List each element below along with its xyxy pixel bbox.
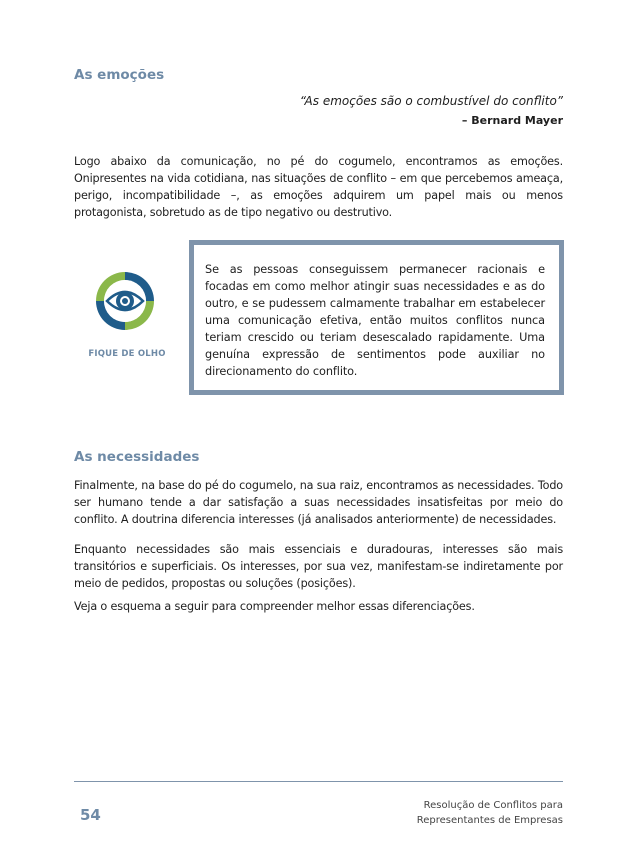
section-heading-necessidades: As necessidades [74,449,200,465]
eye-icon [93,269,157,333]
fique-de-olho-label: FIQUE DE OLHO [88,349,166,359]
footer-title-line-2: Representantes de Empresas [416,815,563,826]
necessidades-paragraph-1: Finalmente, na base do pé do cogumelo, na sua raiz, encontramos as necessidades. Todo ser humano tende a dar satisfação a suas necessidades insatisfeitas por meio do conflito. A doutrina diferencia interesses (já analisados anteriormente) de necessidades. [74,479,563,526]
epigraph-quote: “As emoções são o combustível do conflito” [299,94,563,108]
footer-title [417,798,563,828]
epigraph [300,91,563,131]
necessidades-paragraph-3: Veja o esquema a seguir para compreender melhor essas diferenciações. [74,600,475,613]
emocoes-paragraph: Logo abaixo da comunicação, no pé do cogumelo, encontramos as emoções. Onipresentes na vida cotidiana, nas situações de conflito – em que percebemos ameaça, perigo, incompatibilidade –, as emoções adquirem um papel mais ou menos protagonista, sobretudo as de tipo negativo ou destrutivo. [74,155,563,219]
footer-divider [74,781,563,782]
page-number: 54 [80,806,101,824]
footer-title-line-1: Resolução de Conflitos para [423,800,563,811]
callout-text: Se as pessoas conseguissem permanecer racionais e focadas em como melhor atingir suas necessidades e as do outro, e se pudessem calmamente trabalhar em estabelecer uma comunicação efetiva, então muitos conflitos nunca teriam crescido ou teriam desescalado rapidamente. Uma genuína expressão de sentimentos pode auxiliar no direcionamento do conflito. [205,263,545,378]
epigraph-author: – Bernard Mayer [461,114,563,127]
necessidades-paragraph-2: Enquanto necessidades são mais essenciais e duradouras, interesses são mais transitórios e superficiais. Os interesses, por sua vez, manifestam-se indiretamente por meio de pedidos, propostas ou soluções (posições). [74,543,563,590]
section-heading-emocoes: As emoções [74,67,165,83]
